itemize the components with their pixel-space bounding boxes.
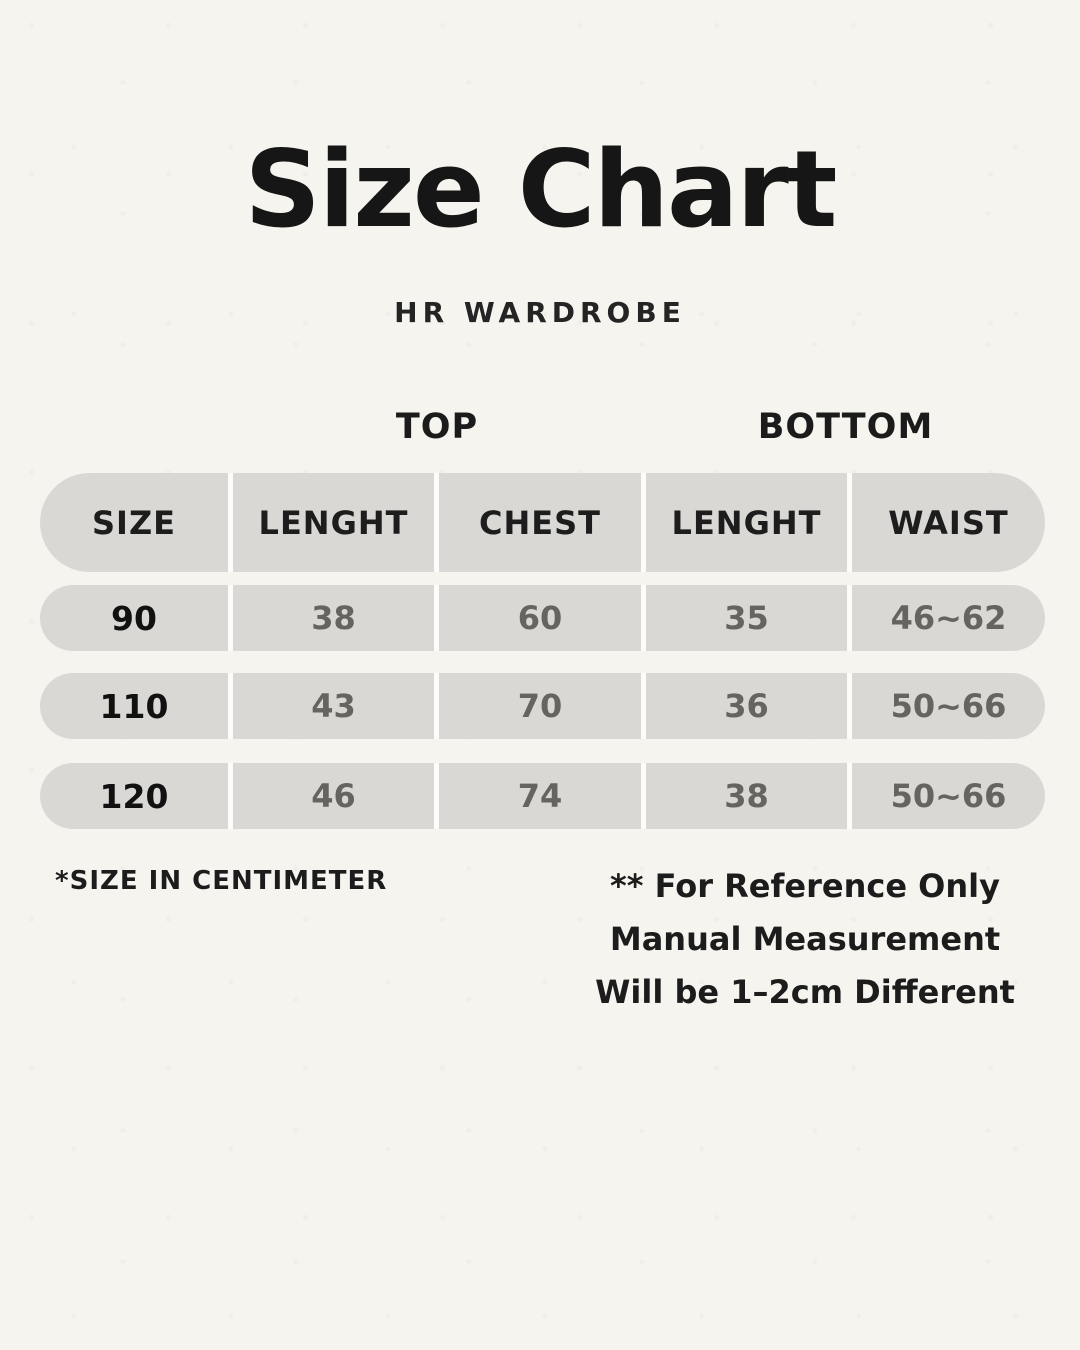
cell-bottom-lenght: 38 [646, 763, 847, 829]
column-group-label-top: TOP [395, 407, 479, 447]
table-row-size-120 [40, 763, 1045, 829]
header-cell-top-lenght: LENGHT [233, 473, 434, 572]
cell-top-lenght: 46 [233, 763, 434, 829]
header-cell-chest: CHEST [439, 473, 641, 572]
table-row-size-90 [40, 585, 1045, 651]
footnote-line: ** For Reference Only [610, 867, 1000, 905]
table-row-size-110 [40, 673, 1045, 739]
cell-size: 90 [40, 585, 228, 651]
cell-top-lenght: 43 [233, 673, 434, 739]
page-title: Size Chart [244, 128, 836, 251]
cell-waist: 46~62 [852, 585, 1045, 651]
header-cell-size: SIZE [40, 473, 228, 572]
table-header-row [40, 473, 1045, 572]
footnote-size-unit: *SIZE IN CENTIMETER [55, 866, 388, 896]
cell-chest: 60 [439, 585, 641, 651]
cell-chest: 70 [439, 673, 641, 739]
cell-waist: 50~66 [852, 763, 1045, 829]
cell-bottom-lenght: 35 [646, 585, 847, 651]
cell-bottom-lenght: 36 [646, 673, 847, 739]
cell-chest: 74 [439, 763, 641, 829]
footnote-line: Will be 1–2cm Different [595, 973, 1015, 1011]
cell-waist: 50~66 [852, 673, 1045, 739]
column-group-label-bottom: BOTTOM [757, 407, 934, 447]
header-cell-waist: WAIST [852, 473, 1045, 572]
footnote-line: Manual Measurement [609, 920, 1001, 958]
header-cell-bottom-lenght: LENGHT [646, 473, 847, 572]
cell-size: 120 [40, 763, 228, 829]
footnote-reference-disclaimer [545, 860, 1065, 1019]
cell-size: 110 [40, 673, 228, 739]
column-group-header-row [40, 405, 1045, 449]
cell-top-lenght: 38 [233, 585, 434, 651]
brand-name: HR WARDROBE [394, 296, 686, 329]
